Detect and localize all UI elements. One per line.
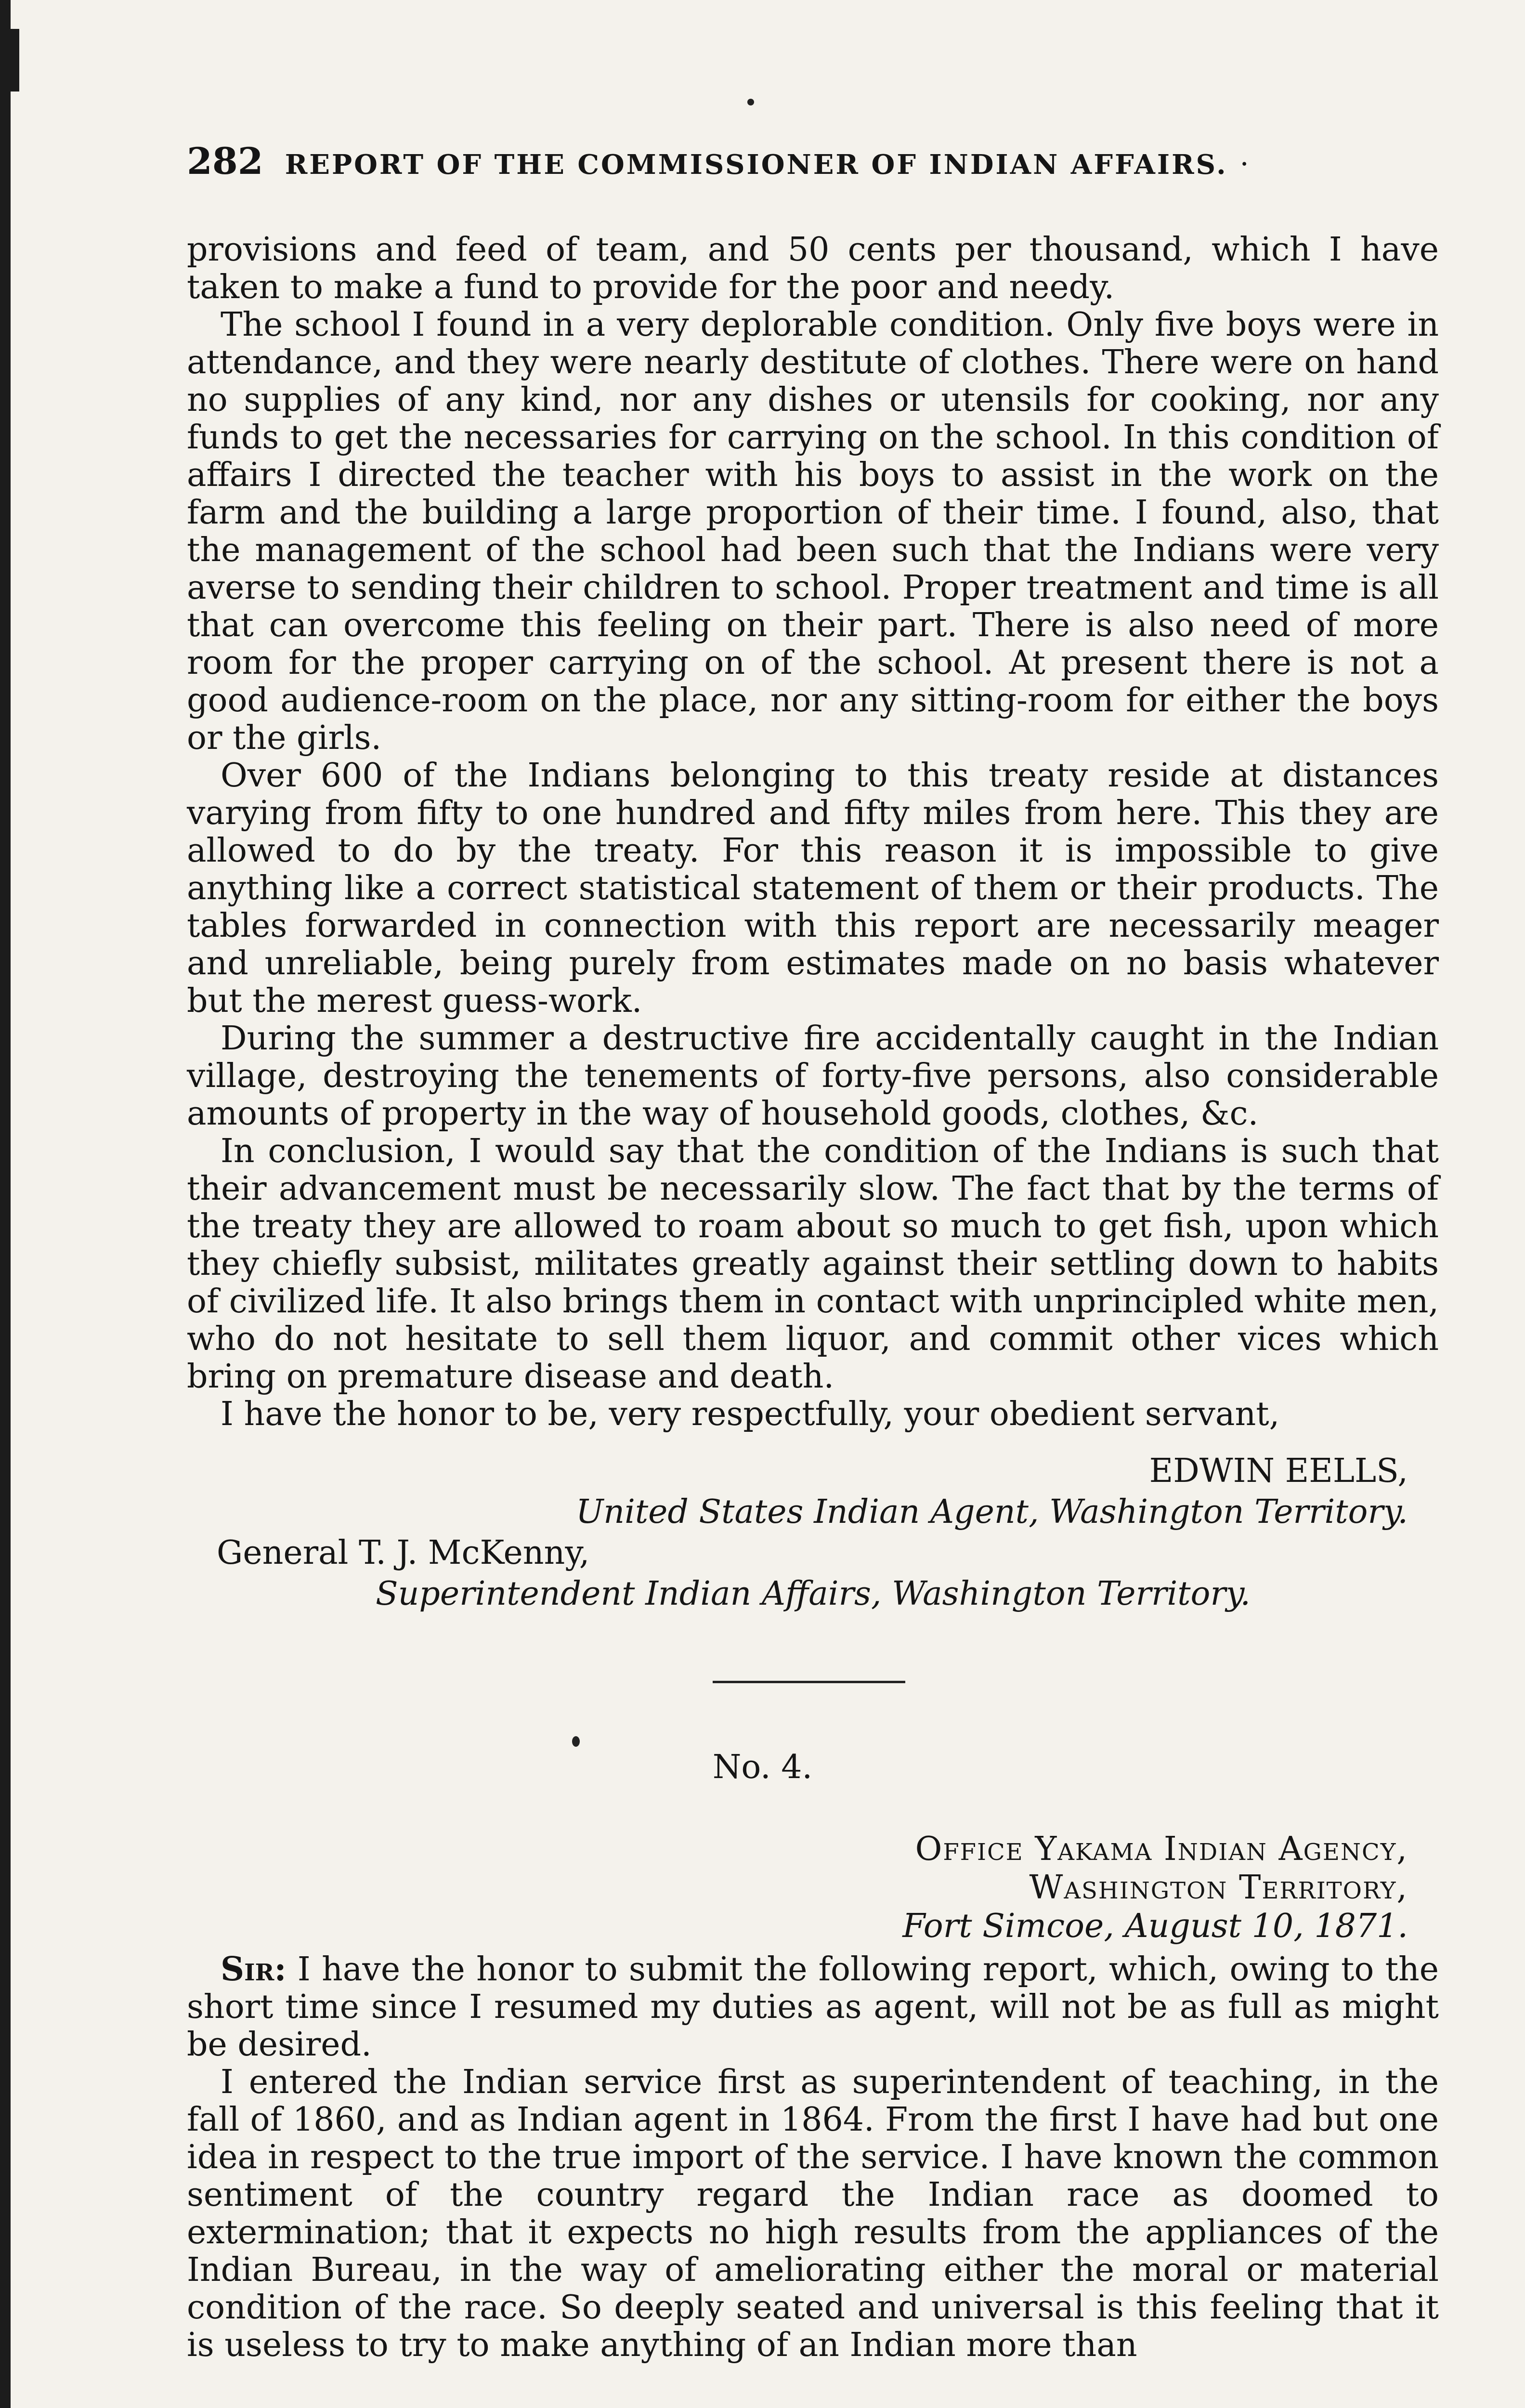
scan-speck (747, 99, 754, 105)
signature-name: EDWIN EELLS, (1149, 1452, 1408, 1490)
header-mark: · (1239, 147, 1249, 181)
paragraph: provisions and feed of team, and 50 cents per thousand, which I have taken to make a fund to provide for the poor and needy. (187, 231, 1439, 306)
running-head: REPORT OF THE COMMISSIONER OF INDIAN AFFAIRS. (285, 149, 1228, 181)
scan-speck (572, 1736, 580, 1747)
signature-title: United States Indian Agent, Washington Territory. (575, 1493, 1408, 1531)
paragraph-text: I have the honor to submit the following report, which, owing to the short time since I resumed my duties as agent, will not be as full as might be desired. (187, 1950, 1439, 2064)
scan-border-notch (0, 29, 19, 92)
office-line-1: Office Yakama Indian Agency, (915, 1830, 1408, 1868)
office-line-2: Washington Territory, (1029, 1869, 1408, 1907)
section-rule (713, 1681, 905, 1683)
addressee-name: General T. J. McKenny, (217, 1534, 590, 1572)
paragraph: I entered the Indian service first as superintendent of teaching, in the fall of 1860, and as Indian agent in 1864. From the first I have had but one idea in respect to the true import of the service. I have known the common sentiment of the country regard the Indian race as doomed to extermination; that it expects no high results from the appliances of the Indian Bureau, in the way of ameliorating either the moral or material condition of the race. So deeply seated and universal is this feeling that it is useless to try to make anything of an Indian more than (187, 2063, 1439, 2364)
date-line: Fort Simcoe, August 10, 1871. (902, 1907, 1408, 1945)
addressee-title: Superintendent Indian Affairs, Washington Territory. (376, 1575, 1251, 1613)
section-number: No. 4. (712, 1748, 813, 1786)
scan-border-left (0, 0, 11, 2408)
paragraph (187, 1950, 1439, 2064)
paragraph: The school I found in a very deplorable condition. Only five boys were in attendance, and they were nearly destitute of clothes. There were on hand no supplies of any kind, nor any dishes or utensils for cooking, nor any funds to get the necessaries for carrying on the school. In this condition of affairs I directed the teacher with his boys to assist in the work on the farm and the building a large proportion of their time. I found, also, that the management of the school had been such that the Indians were very averse to sending their children to school. Proper treatment and time is all that can overcome this feeling on their part. There is also need of more room for the proper carrying on of the school. At present there is not a good audience-room on the place, nor any sitting-room for either the boys or the girls. (187, 306, 1439, 757)
paragraph: Over 600 of the Indians belonging to this treaty reside at distances varying from fifty to one hundred and fifty miles from here. This they are allowed to do by the treaty. For this reason it is impossible to give anything like a correct statistical statement of them or their products. The tables forwarded in connection with this report are necessarily meager and unreliable, being purely from estimates made on no basis whatever but the merest guess-work. (187, 757, 1439, 1020)
letter1-body (187, 231, 1439, 1433)
paragraph: During the summer a destructive fire accidentally caught in the Indian village, destroying the tenements of forty-five persons, also considerable amounts of property in the way of household goods, clothes, &c. (187, 1020, 1439, 1133)
letter2-body (187, 1950, 1439, 2364)
page-header (187, 140, 1420, 193)
page-number: 282 (187, 140, 263, 183)
salutation: Sir: (221, 1950, 287, 1989)
paragraph: In conclusion, I would say that the condition of the Indians is such that their advancement must be necessarily slow. The fact that by the terms of the treaty they are allowed to roam about so much to get fish, upon which they chiefly subsist, militates greatly against their settling down to habits of civilized life. It also brings them in contact with unprincipled white men, who do not hesitate to sell them liquor, and commit other vices which bring on premature disease and death. (187, 1132, 1439, 1396)
paragraph: I have the honor to be, very respectfully, your obedient servant, (221, 1395, 1280, 1433)
